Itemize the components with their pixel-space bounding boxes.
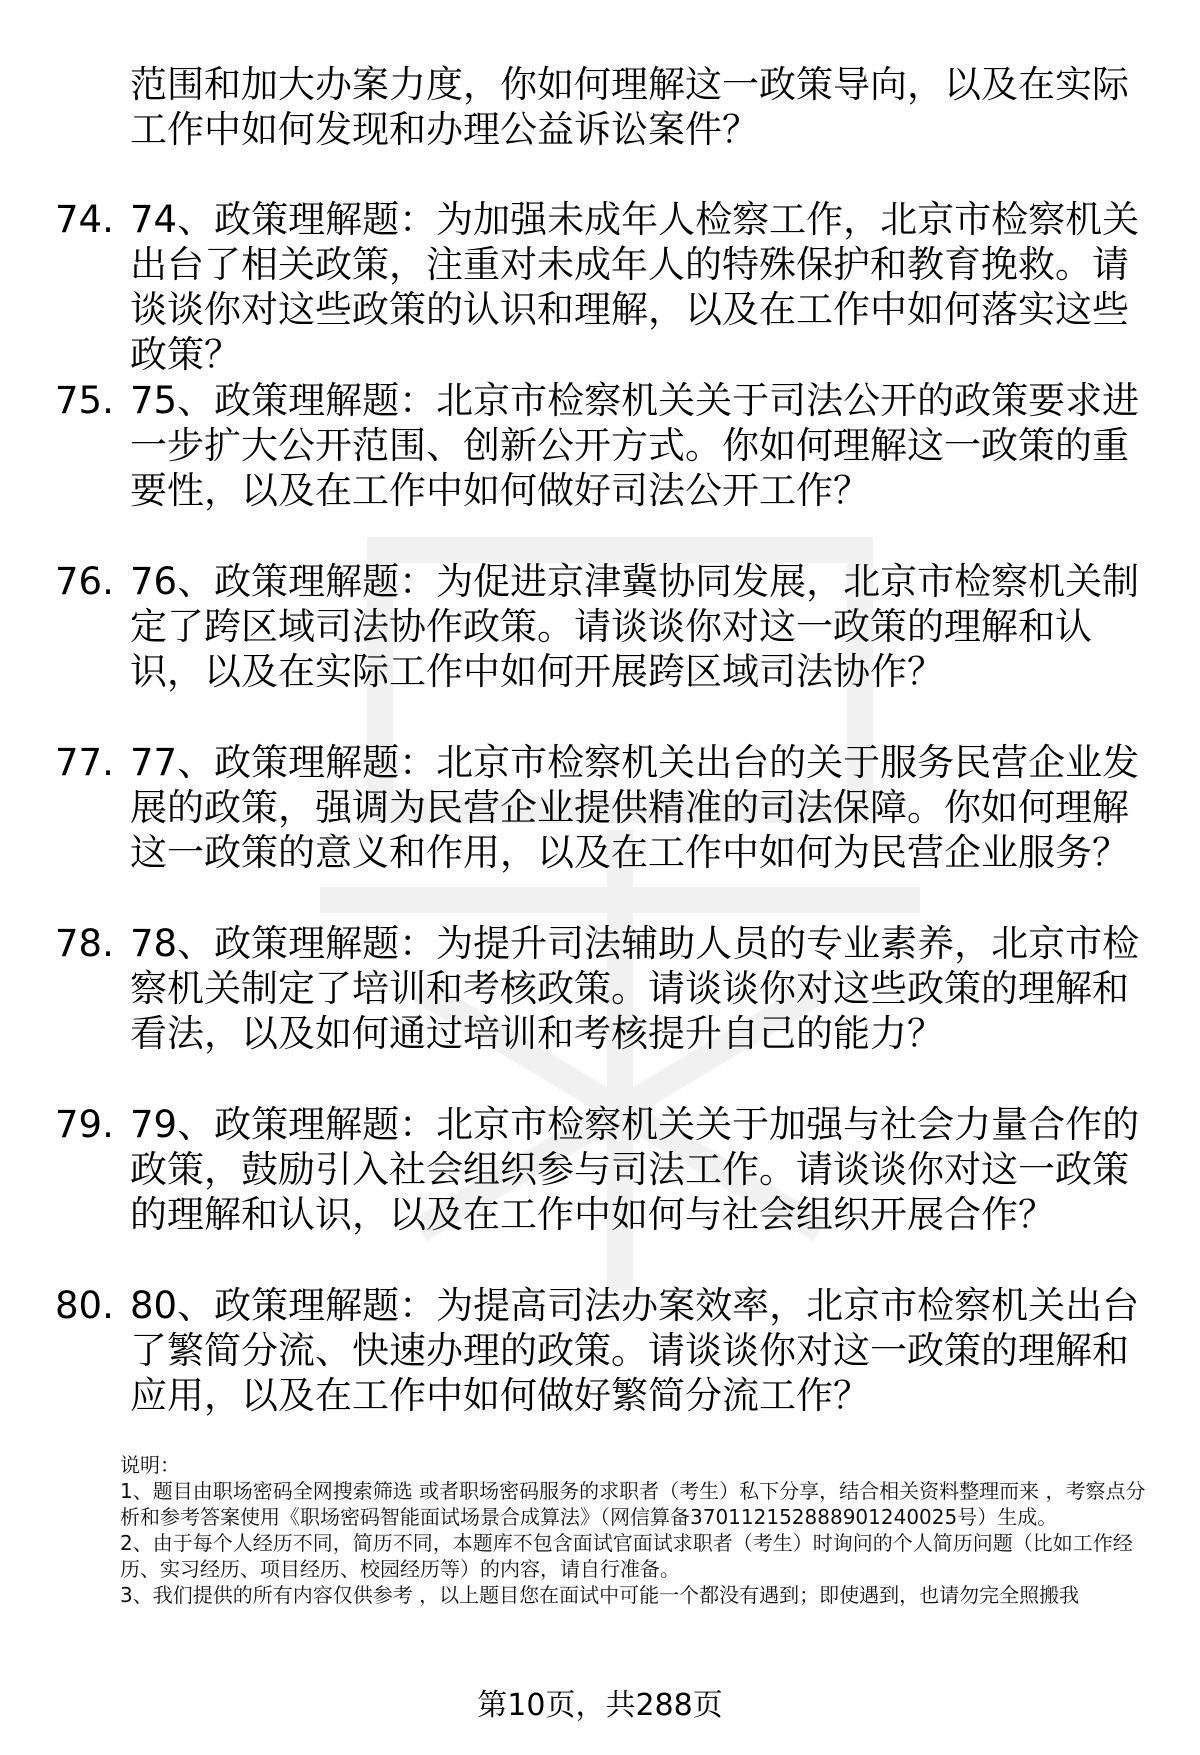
question-number: 74. (55, 198, 114, 241)
question-item (0, 1283, 1200, 1464)
question-text: 80、政策理解题：为提高司法办案效率，北京市检察机关出台了繁简分流、快速办理的政策。请谈谈你对这一政策的理解和应用，以及在工作中如何做好繁简分流工作？ (130, 1284, 1140, 1417)
question-item (0, 197, 1200, 378)
question-number: 79. (55, 1103, 114, 1146)
question-list (0, 197, 1200, 1464)
question-item (0, 1102, 1200, 1283)
question-item (0, 559, 1200, 740)
question-number: 80. (55, 1284, 114, 1327)
notes-item: 3、我们提供的所有内容仅供参考 ，以上题目您在面试中可能一个都没有遇到；即使遇到，也请勿完全照搬我 (120, 1583, 1080, 1607)
question-number: 75. (55, 379, 114, 422)
question-text: 76、政策理解题：为促进京津冀协同发展，北京市检察机关制定了跨区域司法协作政策。请谈谈你对这一政策的理解和认识，以及在实际工作中如何开展跨区域司法协作？ (130, 560, 1140, 693)
question-number: 77. (55, 741, 114, 784)
question-text: 78、政策理解题：为提升司法辅助人员的专业素养，北京市检察机关制定了培训和考核政策。请谈谈你对这些政策的理解和看法，以及如何通过培训和考核提升自己的能力？ (130, 922, 1140, 1055)
question-item (0, 740, 1200, 921)
question-text: 74、政策理解题：为加强未成年人检察工作，北京市检察机关出台了相关政策，注重对未成年人的特殊保护和教育挽救。请谈谈你对这些政策的认识和理解，以及在工作中如何落实这些政策？ (130, 198, 1140, 376)
question-text: 79、政策理解题：北京市检察机关关于加强与社会力量合作的政策，鼓励引入社会组织参与司法工作。请谈谈你对这一政策的理解和认识，以及在工作中如何与社会组织开展合作？ (130, 1103, 1140, 1236)
question-item (0, 921, 1200, 1102)
notes-item: 2、由于每个人经历不同，简历不同，本题库不包含面试官面试求职者（考生）时询问的个人简历问题（比如工作经历、实习经历、项目经历、校园经历等）的内容，请自行准备。 (120, 1531, 1133, 1581)
question-item (0, 378, 1200, 559)
notes-heading: 说明： (120, 1453, 180, 1477)
question-text: 75、政策理解题：北京市检察机关关于司法公开的政策要求进一步扩大公开范围、创新公开方式。你如何理解这一政策的重要性，以及在工作中如何做好司法公开工作？ (130, 379, 1140, 512)
continuation-text: 范围和加大办案力度，你如何理解这一政策导向，以及在实际工作中如何发现和办理公益诉讼案件？ (130, 63, 1129, 151)
notes-item: 1、题目由职场密码全网搜索筛选 或者职场密码服务的求职者（考生）私下分享，结合相关资料整理而来 ，考察点分析和参考答案使用《职场密码智能面试场景合成算法》（网信算备370112152888901240025号）生成。 (120, 1479, 1146, 1529)
notes-section (120, 1452, 1150, 1608)
question-number: 78. (55, 922, 114, 965)
page-footer: 第10页，共288页 (477, 1688, 723, 1723)
question-number: 76. (55, 560, 114, 603)
question-text: 77、政策理解题：北京市检察机关出台的关于服务民营企业发展的政策，强调为民营企业提供精准的司法保障。你如何理解这一政策的意义和作用，以及在工作中如何为民营企业服务？ (130, 741, 1140, 874)
